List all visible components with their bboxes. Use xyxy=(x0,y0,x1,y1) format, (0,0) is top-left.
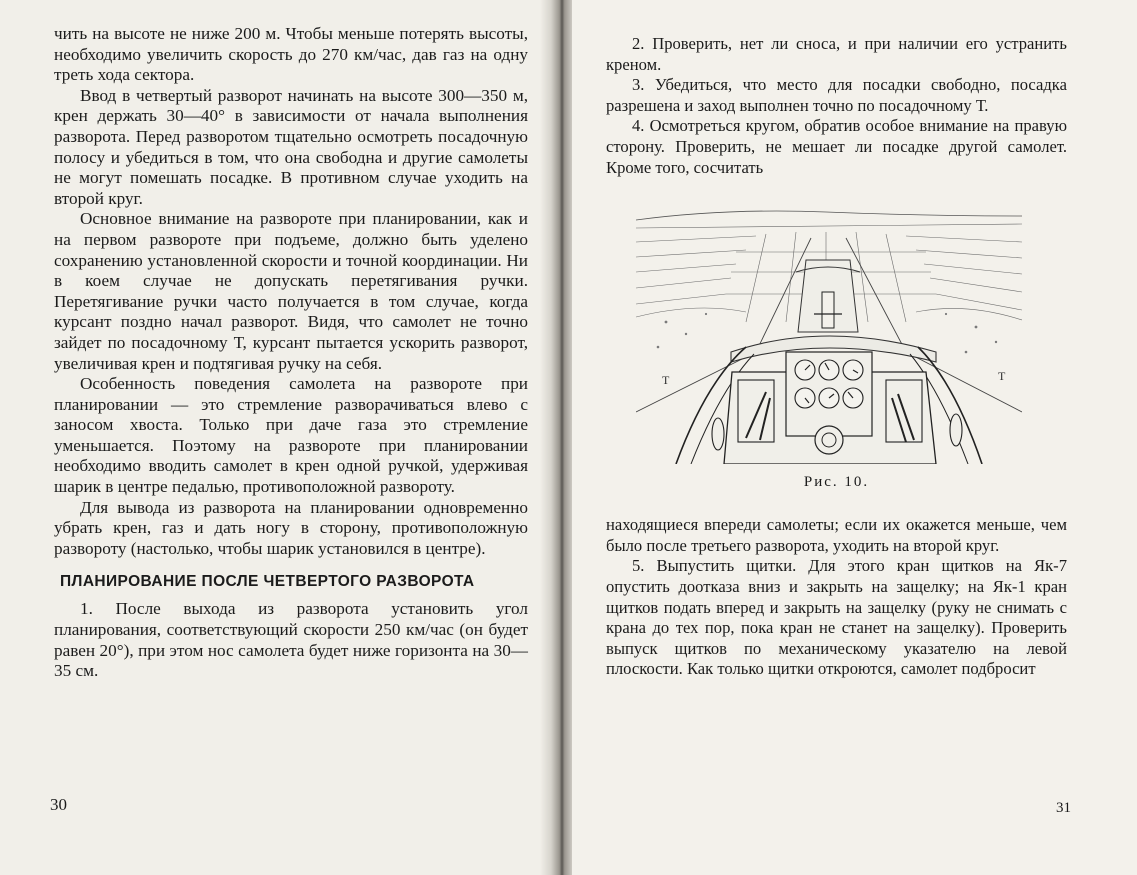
cockpit-landing-view-drawing xyxy=(636,202,1022,464)
section-heading: ПЛАНИРОВАНИЕ ПОСЛЕ ЧЕТВЕРТОГО РАЗВОРОТА xyxy=(60,573,475,591)
left-paragraph-3: Основное внимание на развороте при планировании, как и на первом развороте при подъеме, должно быть уделено сохранению установленной скорости и точной координации. Ни в коем случае не допускать перетягивания ручки. Перетягивание ручки часто получается в том случае, когда курсант поздно начал разворот. Видя, что самолет не точно зайдет по посадочному Т, курсант пытается ускорить разворот, увеличивая крен и подтягивая ручку на себя. xyxy=(54,209,528,373)
left-paragraph-2: Ввод в четвертый разворот начинать на высоте 300—350 м, крен держать 30—40° в зависимости от начала выполнения разворота. Перед разворотом тщательно осмотреть посадочную полосу и убедиться в том, что она свободна и другие самолеты не могут помешать посадке. В противном случае уходить на второй круг. xyxy=(54,85,528,208)
left-paragraph-4: Особенность поведения самолета на развороте при планировании — это стремление разворачиваться влево с заносом хвоста. Только при даче газа это стремление уменьшается. Поэтому на развороте при планировании необходимо вводить самолет в крен одной ручкой, удерживая шарик в центре педалью, противоположной развороту. xyxy=(54,374,528,497)
right-paragraph-2: 3. Убедиться, что место для посадки свободно, посадка разрешена и заход выполнен точно по посадочному Т. xyxy=(606,75,1067,115)
right-paragraph-1: 2. Проверить, нет ли сноса, и при наличии его устранить креном. xyxy=(606,34,1067,74)
figure-caption: Рис. 10. xyxy=(803,474,870,491)
left-paragraph-1: чить на высоте не ниже 200 м. Чтобы меньше потерять высоты, необходимо увеличить скорость до 270 км/час, дав газ на одну треть хода сектора. xyxy=(54,24,528,85)
right-paragraph-4: находящиеся впереди самолеты; если их окажется меньше, чем было после третьего разворота, уходить на второй круг. xyxy=(606,515,1067,555)
runway-marker-left: Т xyxy=(662,373,670,388)
left-page xyxy=(0,0,552,875)
right-paragraph-5: 5. Выпустить щитки. Для этого кран щитков на Як-7 опустить доотказа вниз и закрыть на защелку; на Як-1 кран щитков подать вперед и закрыть на защелку (руку не снимать с крана до тех пор, пока кран не станет на защелку). Проверить выпуск щитков по механическому указателю на левой плоскости. Как только щитки откроются, самолет подбросит xyxy=(606,556,1067,679)
page-number-left: 30 xyxy=(50,795,67,814)
right-page xyxy=(572,0,1137,875)
left-paragraph-6: 1. После выхода из разворота установить угол планирования, соответствующий скорости 250 км/час (он будет равен 20°), при этом нос самолета будет ниже горизонта на 30—35 см. xyxy=(54,599,528,681)
left-paragraph-5: Для вывода из разворота на планировании одновременно убрать крен, газ и дать ногу в сторону, противоположную развороту (настолько, чтобы шарик установился в центре). xyxy=(54,497,528,558)
cockpit-illustration xyxy=(636,202,1022,464)
page-number-right: 31 xyxy=(1056,800,1071,816)
runway-marker-right: Т xyxy=(998,369,1006,384)
right-paragraph-3: 4. Осмотреться кругом, обратив особое внимание на правую сторону. Проверить, не мешает ли посадке другой самолет. Кроме того, сосчитать xyxy=(606,116,1067,177)
